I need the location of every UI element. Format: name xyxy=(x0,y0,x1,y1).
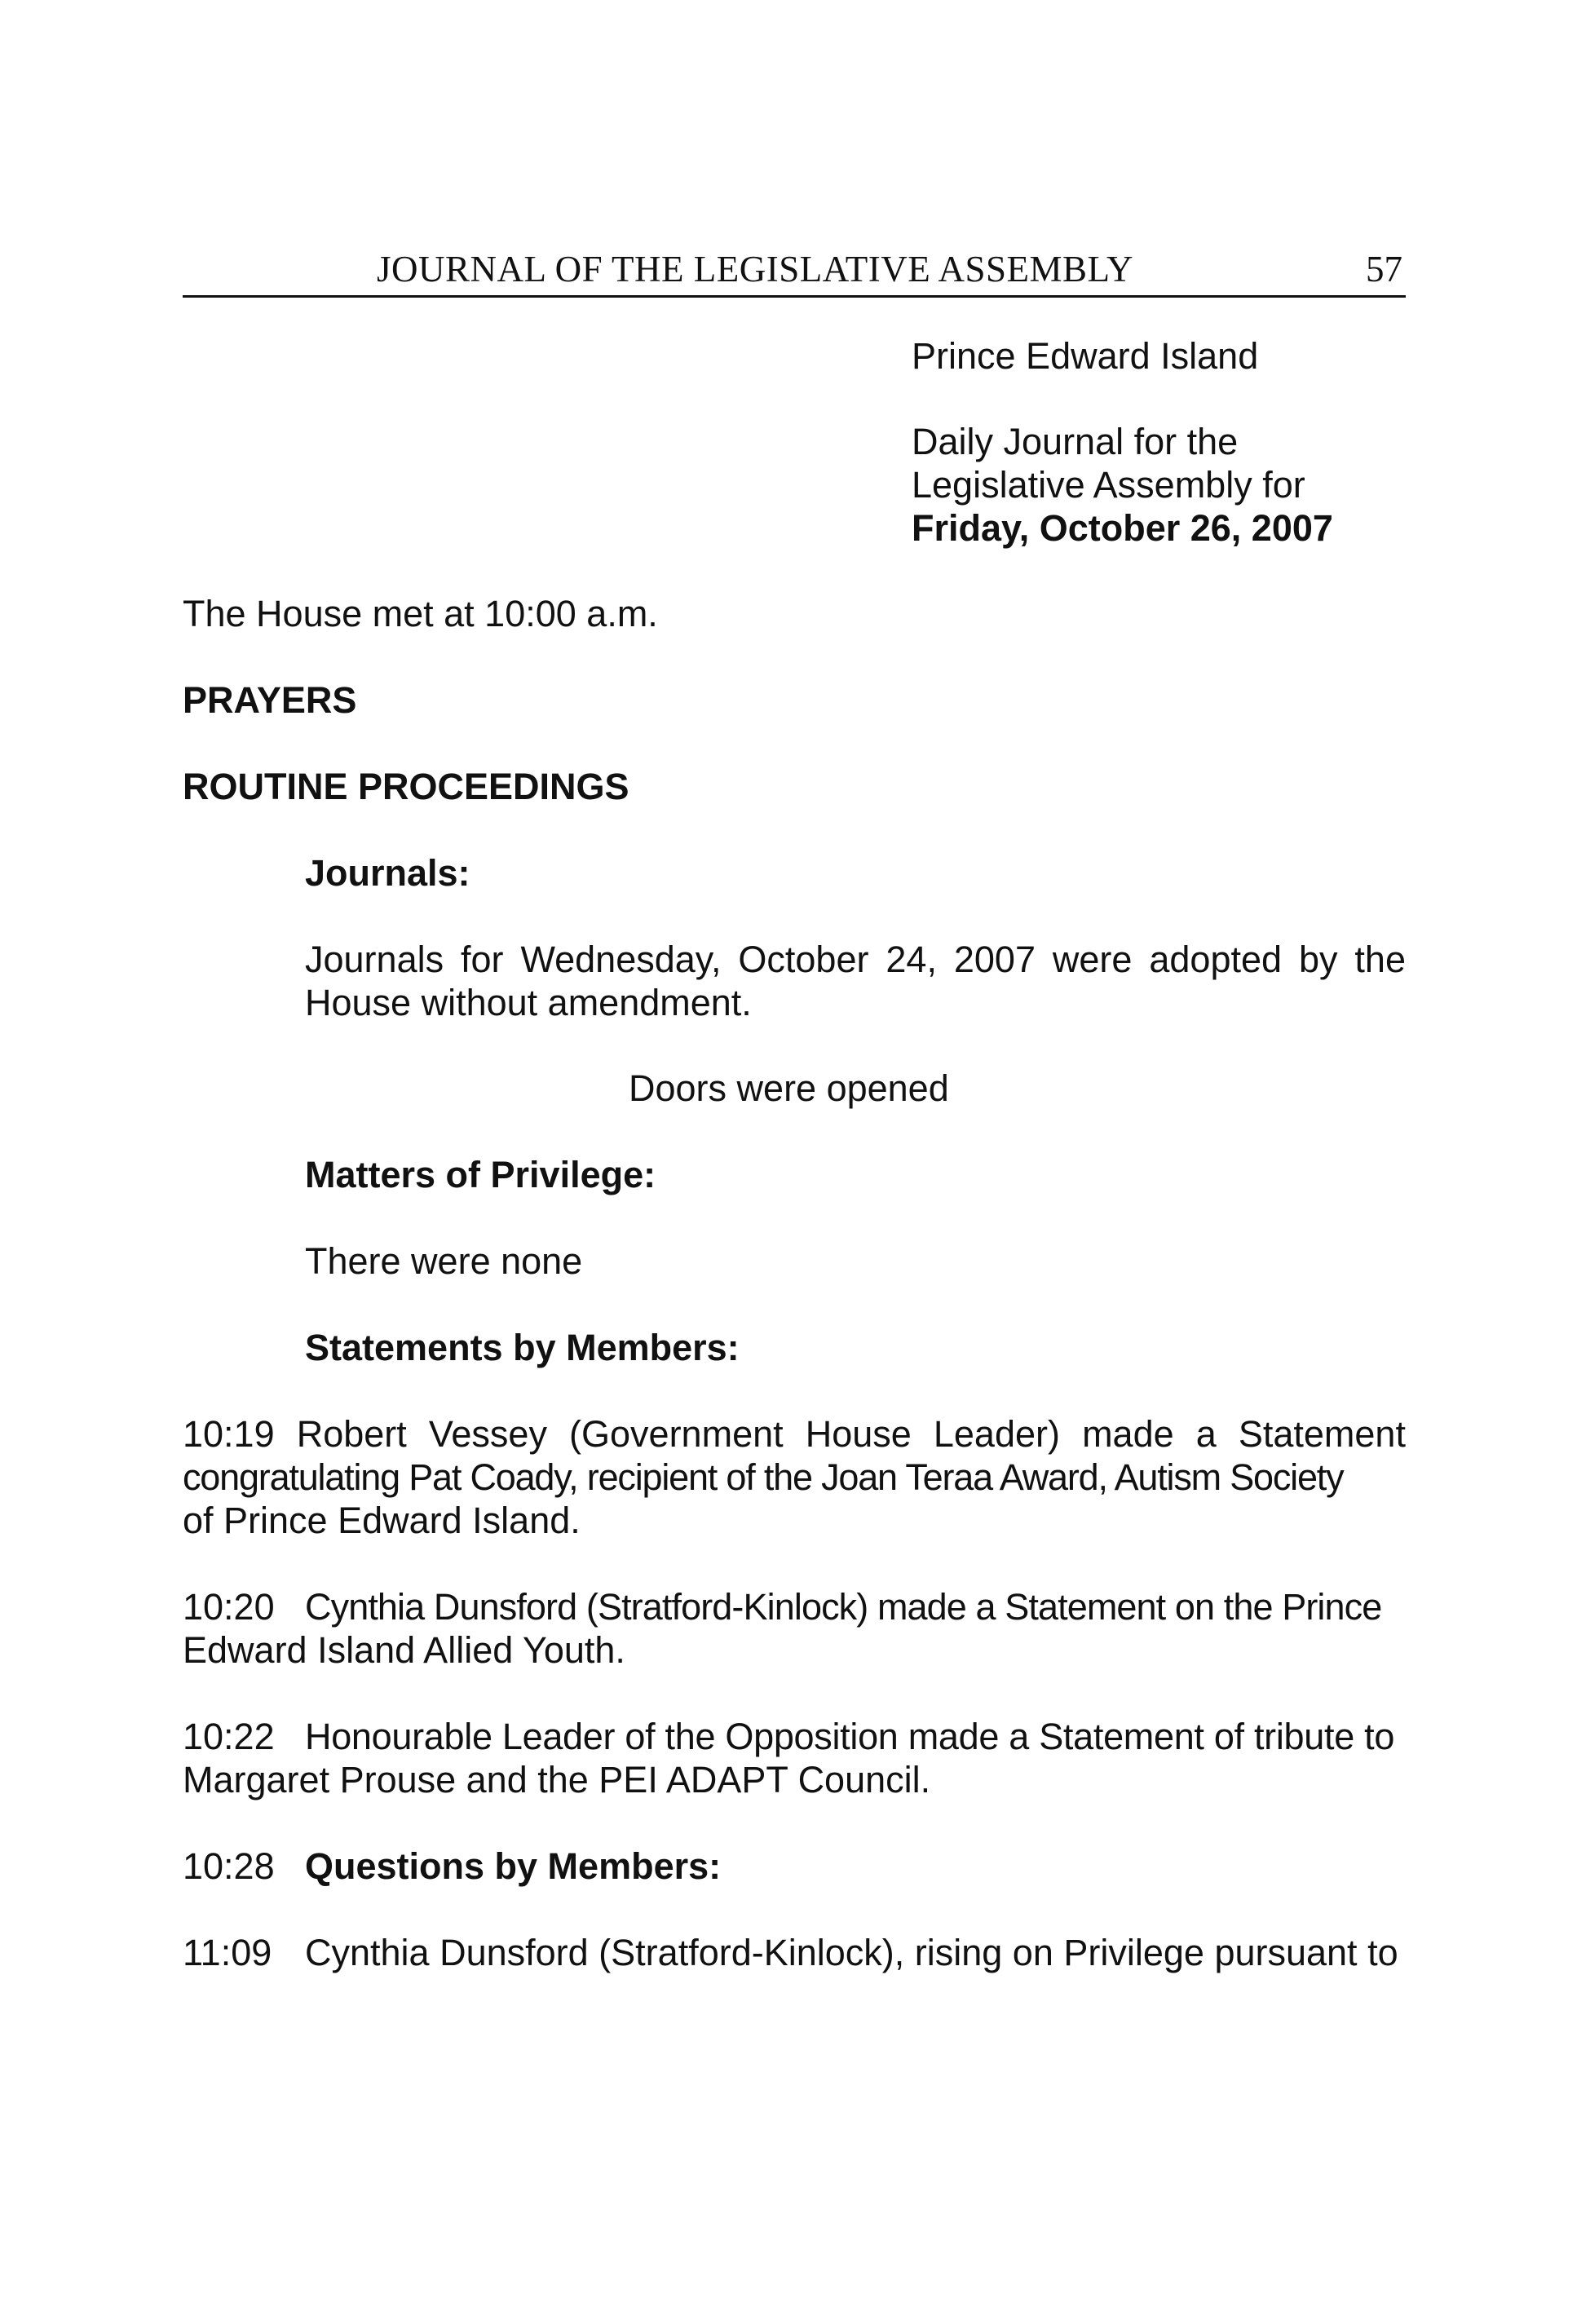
statement-entry xyxy=(183,1585,1406,1672)
privilege-entry xyxy=(183,1931,1406,1974)
privilege-heading: Matters of Privilege: xyxy=(305,1154,656,1195)
entry-time: 10:19 xyxy=(183,1413,275,1455)
questions-entry xyxy=(183,1845,1406,1888)
prayers-heading: PRAYERS xyxy=(183,679,357,721)
questions-heading: Questions by Members: xyxy=(305,1845,722,1887)
entry-line: of Prince Edward Island. xyxy=(183,1500,581,1541)
entry-text: Honourable Leader of the Opposition made a Statement of tribute to xyxy=(305,1716,1395,1757)
entry-first-line xyxy=(183,1715,1406,1758)
province-name: Prince Edward Island xyxy=(912,335,1259,377)
entry-time: 11:09 xyxy=(183,1932,272,1973)
statement-entry xyxy=(183,1412,1406,1542)
entry-line: congratulating Pat Coady, recipient of the Joan Teraa Award, Autism Society xyxy=(183,1456,1344,1498)
privilege-text: There were none xyxy=(305,1240,583,1282)
entry-word: House xyxy=(805,1413,912,1455)
journals-heading: Journals: xyxy=(305,852,470,894)
journals-paragraph: Journals for Wednesday, October 24, 2007 were adopted by the House without amendment. xyxy=(305,939,1406,1023)
statement-entry xyxy=(183,1715,1406,1801)
doors-opened-line: Doors were opened xyxy=(629,1067,949,1109)
entry-text: Cynthia Dunsford (Stratford-Kinlock), rising on Privilege pursuant to xyxy=(305,1932,1398,1973)
house-met-line: The House met at 10:00 a.m. xyxy=(183,593,658,634)
entry-time: 10:28 xyxy=(183,1845,275,1887)
statements-heading: Statements by Members: xyxy=(305,1327,740,1368)
entry-word: (Government xyxy=(569,1413,784,1455)
entry-word: Robert xyxy=(296,1413,407,1455)
running-header xyxy=(183,245,1406,298)
routine-proceedings-heading: ROUTINE PROCEEDINGS xyxy=(183,766,629,807)
entry-time: 10:22 xyxy=(183,1716,275,1757)
journal-line-2: Legislative Assembly for xyxy=(912,464,1305,506)
page-number: 57 xyxy=(1366,249,1402,289)
entry-first-line xyxy=(183,1412,1406,1456)
journal-line-1: Daily Journal for the xyxy=(912,421,1239,462)
entry-time: 10:20 xyxy=(183,1586,275,1628)
entry-word: made xyxy=(1082,1413,1174,1455)
entry-word: Vessey xyxy=(428,1413,547,1455)
entry-line: Edward Island Allied Youth. xyxy=(183,1629,625,1671)
sitting-date: Friday, October 26, 2007 xyxy=(912,507,1333,549)
journal-title: JOURNAL OF THE LEGISLATIVE ASSEMBLY xyxy=(377,249,1134,289)
entry-text: Cynthia Dunsford (Stratford-Kinlock) made a Statement on the Prince xyxy=(305,1586,1382,1628)
entry-word: Statement xyxy=(1238,1413,1406,1455)
entry-first-line xyxy=(183,1585,1406,1628)
entry-line: Margaret Prouse and the PEI ADAPT Council. xyxy=(183,1759,931,1800)
entry-word: a xyxy=(1195,1413,1217,1455)
entry-word: Leader) xyxy=(933,1413,1060,1455)
